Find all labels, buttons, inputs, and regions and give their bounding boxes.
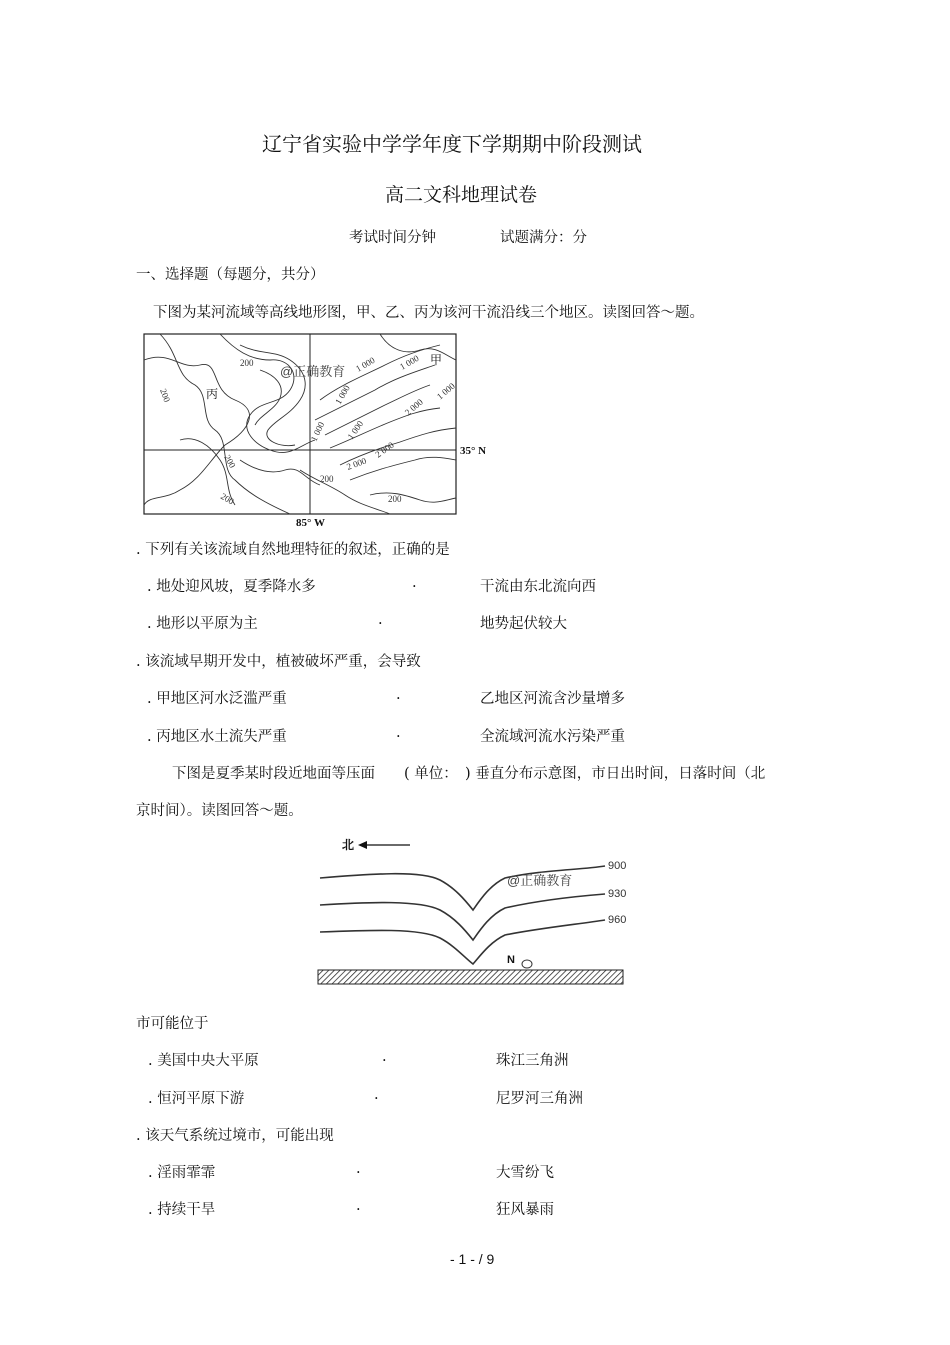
question-2-stem: . 该流域早期开发中，植被破坏严重，会导致 [136, 654, 421, 670]
intro-text-2: 下图是夏季某时段近地面等压面 ( 单位： ) 垂直分布示意图，市日出时间，日落时间（北 [172, 766, 766, 782]
q3-option-d-marker: . [374, 1087, 379, 1103]
q2-option-d-marker: . [396, 725, 401, 741]
isobar-diagram [310, 830, 640, 990]
exam-time: 考试时间分钟 [349, 230, 436, 246]
map-contour-label: 2 000 [345, 455, 368, 472]
map-contour-label: 200 [388, 494, 402, 504]
map-contour-label: 1 000 [354, 354, 377, 374]
map-contour-label: 200 [222, 453, 238, 470]
q3-option-a: . 美国中央大平原 [148, 1053, 259, 1069]
page-title: 辽宁省实验中学学年度下学期期中阶段测试 [262, 132, 642, 156]
map-contour-label: 1 000 [333, 383, 352, 406]
latitude-label: 35° N [460, 445, 487, 457]
isobar-label: 900 [608, 860, 627, 872]
q2-option-d: 全流域河流水污染严重 [480, 729, 625, 745]
n-label: N [507, 954, 515, 966]
q4-option-a: . 淫雨霏霏 [148, 1165, 216, 1181]
q2-option-b: 乙地区河流含沙量增多 [480, 691, 625, 707]
map-contour-label: 2 000 [402, 396, 425, 418]
ground-surface [318, 970, 623, 984]
watermark: @正确教育 [507, 873, 573, 888]
intro-text-1: 下图为某河流域等高线地形图，甲、乙、丙为该河干流沿线三个地区。读图回答～题。 [153, 305, 704, 321]
longitude-label: 85° W [296, 517, 325, 529]
map-contour-label: 200 [158, 387, 173, 404]
isobar-label: 930 [608, 888, 627, 900]
page-number: - 1 - / 9 [450, 1251, 495, 1267]
q3-option-d: 尼罗河三角洲 [496, 1091, 583, 1107]
map-contour-label: 200 [320, 474, 334, 484]
map-contour-label: 2 000 [373, 439, 396, 460]
map-contour-label: 200 [240, 358, 254, 368]
map-contour-label: 1 000 [308, 420, 327, 443]
q2-option-b-marker: . [396, 687, 401, 703]
q4-option-d: 狂风暴雨 [496, 1202, 554, 1218]
q2-option-c: . 丙地区水土流失严重 [147, 729, 287, 745]
q1-option-b-marker: . [412, 575, 417, 591]
q1-option-d: 地势起伏较大 [480, 616, 567, 632]
north-arrow-icon [358, 841, 367, 849]
q3-option-b: 珠江三角洲 [496, 1053, 569, 1069]
map-label-bing: 丙 [206, 387, 219, 401]
full-score: 试题满分：分 [500, 230, 587, 246]
intro-text-2-cont: 京时间）。读图回答～题。 [136, 803, 303, 819]
question-1-stem: . 下列有关该流域自然地理特征的叙述，正确的是 [136, 542, 450, 558]
contour-map [140, 330, 500, 530]
map-contour-label: 200 [219, 491, 236, 507]
q1-option-c: . 地形以平原为主 [147, 616, 258, 632]
q1-option-a: . 地处迎风坡，夏季降水多 [147, 579, 316, 595]
page-subtitle: 高二文科地理试卷 [385, 184, 538, 206]
map-contour-label: 1 000 [434, 380, 457, 402]
map-label-jia: 甲 [430, 353, 443, 367]
q4-option-d-marker: . [356, 1198, 361, 1214]
city-marker-icon [522, 960, 532, 968]
q4-option-b-marker: . [356, 1161, 361, 1177]
map-contour-label: 1 000 [398, 352, 421, 372]
q1-option-b: 干流由东北流向西 [480, 579, 596, 595]
q1-option-d-marker: . [378, 612, 383, 628]
map-contour-label: 1 000 [345, 418, 366, 442]
q2-option-a: . 甲地区河水泛滥严重 [147, 691, 287, 707]
watermark: @正确教育 [280, 364, 346, 379]
question-4-stem: . 该天气系统过境市，可能出现 [136, 1128, 334, 1144]
q4-option-b: 大雪纷飞 [496, 1165, 554, 1181]
north-label: 北 [342, 838, 355, 852]
question-3-stem: 市可能位于 [136, 1016, 209, 1032]
q4-option-c: . 持续干旱 [148, 1202, 216, 1218]
section-heading: 一、选择题（每题分，共分） [136, 267, 325, 283]
q3-option-b-marker: . [382, 1049, 387, 1065]
q3-option-c: . 恒河平原下游 [148, 1091, 245, 1107]
isobar-label: 960 [608, 914, 627, 926]
